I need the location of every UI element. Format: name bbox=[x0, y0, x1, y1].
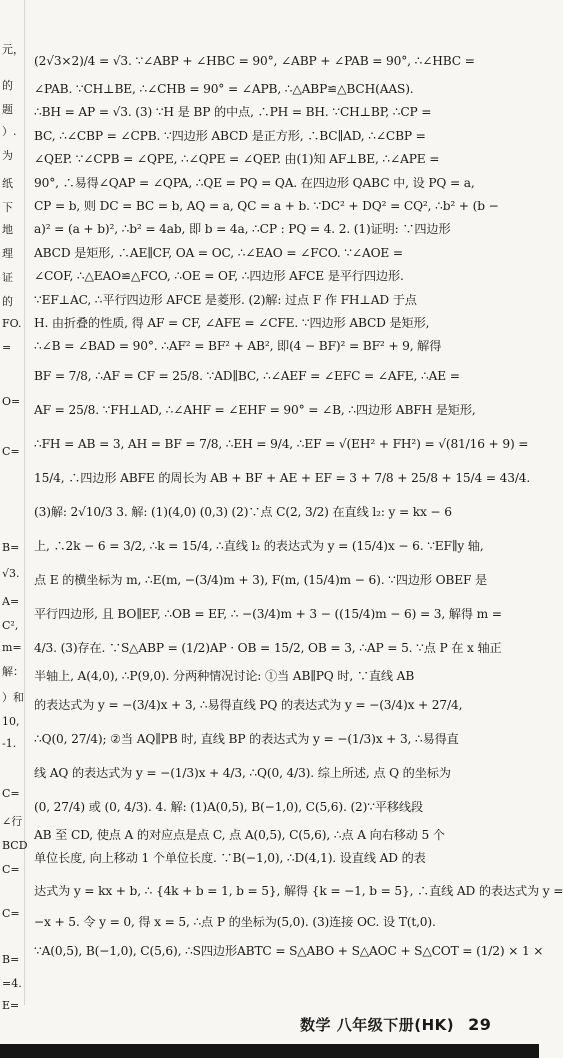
margin-fragment: E= bbox=[2, 999, 20, 1012]
margin-fragment: C= bbox=[2, 445, 20, 458]
margin-fragment: ）. bbox=[2, 125, 17, 138]
text-line: 达式为 y = kx + b, ∴ {4k + b = 1, b = 5}, 解得 {k = −1, b = 5}, ∴直线 AD 的表达式为 y = bbox=[34, 883, 563, 898]
text-line: AB 至 CD, 使点 A 的对应点是点 C, 点 A(0,5), C(5,6), ∴点 A 向右移动 5 个 bbox=[34, 828, 445, 843]
text-line: BC, ∴∠CBP = ∠CPB. ∵四边形 ABCD 是正方形, ∴BC∥AD, ∴∠CBP = bbox=[34, 128, 426, 143]
margin-fragment: BCD bbox=[2, 839, 28, 852]
text-line: 半轴上, A(4,0), ∴P(9,0). 分两种情况讨论: ①当 AB∥PQ 时, ∵直线 AB bbox=[34, 668, 415, 683]
margin-fragment: ∠行 bbox=[2, 815, 23, 828]
text-line: 点 E 的横坐标为 m, ∴E(m, −(3/4)m + 3), F(m, (15/4)m − 6). ∵四边形 OBEF 是 bbox=[34, 572, 488, 587]
margin-fragment: 题 bbox=[2, 103, 13, 116]
page-number: 29 bbox=[468, 1015, 492, 1034]
margin-fragment: 为 bbox=[2, 149, 13, 162]
margin-fragment: O= bbox=[2, 395, 21, 408]
text-line: 平行四边形, 且 BO∥EF, ∴OB = EF, ∴ −(3/4)m + 3 − ((15/4)m − 6) = 3, 解得 m = bbox=[34, 606, 502, 621]
margin-fragment: 理 bbox=[2, 247, 13, 260]
main-text-body bbox=[34, 44, 563, 968]
margin-fragment: = bbox=[2, 341, 12, 354]
text-line: (0, 27/4) 或 (0, 4/3). 4. 解: (1)A(0,5), B(−1,0), C(5,6). (2)∵平移线段 bbox=[34, 800, 424, 815]
text-line: ∠COF, ∴△EAO≌△FCO, ∴OE = OF, ∴四边形 AFCE 是平行四边形. bbox=[34, 269, 404, 284]
text-line: ABCD 是矩形, ∴AE∥CF, OA = OC, ∴∠EAO = ∠FCO. ∵∠AOE = bbox=[34, 245, 403, 260]
footer-label: 数学 八年级下册(HK) bbox=[300, 1016, 455, 1034]
text-line: (2√3×2)/4 = √3. ∵∠ABP + ∠HBC = 90°, ∠ABP + ∠PAB = 90°, ∴∠HBC = bbox=[34, 54, 475, 68]
text-line: a)² = (a + b)², ∴b² = 4ab, 即 b = 4a, ∴CP : PQ = 4. 2. (1)证明: ∵四边形 bbox=[34, 222, 451, 237]
margin-fragment: C², bbox=[2, 619, 19, 632]
text-line: ∴FH = AB = 3, AH = BF = 7/8, ∴EH = 9/4, ∴EF = √(EH² + FH²) = √(81/16 + 9) = bbox=[34, 436, 529, 451]
text-line: (3)解: 2√10/3 3. 解: (1)(4,0) (0,3) (2)∵点 C(2, 3/2) 在直线 l₂: y = kx − 6 bbox=[34, 504, 452, 519]
margin-fragment: √3. bbox=[2, 567, 20, 580]
text-line: ∠QEP. ∵∠CPB = ∠QPE, ∴∠QPE = ∠QEP. 由(1)知 AF⊥BE, ∴∠APE = bbox=[34, 152, 440, 167]
margin-fragment: C= bbox=[2, 863, 20, 876]
text-line: 4/3. (3)存在. ∵S△ABP = (1/2)AP · OB = 15/2, OB = 3, ∴AP = 5. ∵点 P 在 x 轴正 bbox=[34, 640, 502, 655]
margin-fragment: 10, bbox=[2, 715, 20, 728]
bottom-edge-bar bbox=[0, 1044, 539, 1058]
margin-fragment: =4. bbox=[2, 977, 22, 990]
margin-fragment: m= bbox=[2, 641, 22, 654]
text-line: H. 由折叠的性质, 得 AF = CF, ∠AFE = ∠CFE. ∵四边形 ABCD 是矩形, bbox=[34, 315, 430, 330]
text-line: ∠PAB. ∵CH⊥BE, ∴∠CHB = 90° = ∠APB, ∴△ABP≌△BCH(AAS). bbox=[34, 82, 414, 96]
left-margin-cropped-column bbox=[0, 0, 28, 1012]
text-line: 上, ∴2k − 6 = 3/2, ∴k = 15/4, ∴直线 l₂ 的表达式为 y = (15/4)x − 6. ∵EF∥y 轴, bbox=[34, 538, 484, 553]
text-line: ∴∠B = ∠BAD = 90°. ∴AF² = BF² + AB², 即(4 − BF)² = BF² + 9, 解得 bbox=[34, 339, 442, 354]
margin-fragment: C= bbox=[2, 907, 20, 920]
text-line: ∴BH = AP = √3. (3) ∵H 是 BP 的中点, ∴PH = BH. ∵CH⊥BP, ∴CP = bbox=[34, 105, 432, 120]
text-line: 15/4, ∴四边形 ABFE 的周长为 AB + BF + AE + EF = 3 + 7/8 + 25/8 + 15/4 = 43/4. bbox=[34, 470, 531, 485]
margin-fragment: 下 bbox=[2, 201, 13, 214]
margin-fragment: ）和 bbox=[2, 691, 24, 704]
text-line: 线 AQ 的表达式为 y = −(1/3)x + 4/3, ∴Q(0, 4/3). 综上所述, 点 Q 的坐标为 bbox=[34, 766, 451, 781]
margin-fragment: 纸 bbox=[2, 177, 13, 190]
text-line: ∵EF⊥AC, ∴平行四边形 AFCE 是菱形. (2)解: 过点 F 作 FH⊥AD 于点 bbox=[34, 292, 417, 307]
text-line: −x + 5. 令 y = 0, 得 x = 5, ∴点 P 的坐标为(5,0). (3)连接 OC. 设 T(t,0). bbox=[34, 914, 436, 929]
text-line: AF = 25/8. ∵FH⊥AD, ∴∠AHF = ∠EHF = 90° = ∠B, ∴四边形 ABFH 是矩形, bbox=[34, 402, 476, 417]
page-footer bbox=[300, 1014, 491, 1035]
margin-fragment: 解： bbox=[2, 665, 24, 678]
margin-fragment: 的 bbox=[2, 295, 13, 308]
margin-fragment: B= bbox=[2, 953, 20, 966]
margin-fragment: -1. bbox=[2, 737, 17, 750]
text-line: 90°, ∴易得∠QAP = ∠QPA, ∴QE = PQ = QA. 在四边形 QABC 中, 设 PQ = a, bbox=[34, 175, 475, 190]
margin-fragment: 的 bbox=[2, 79, 13, 92]
text-line: 的表达式为 y = −(3/4)x + 3, ∴易得直线 PQ 的表达式为 y = −(3/4)x + 27/4, bbox=[34, 698, 463, 713]
margin-fragment: A= bbox=[2, 595, 20, 608]
margin-fragment: B= bbox=[2, 541, 20, 554]
margin-fragment: FO. bbox=[2, 317, 22, 330]
margin-fragment: 元， bbox=[2, 43, 24, 56]
margin-fragment: 证 bbox=[2, 271, 13, 284]
text-line: 单位长度, 向上移动 1 个单位长度. ∵B(−1,0), ∴D(4,1). 设直线 AD 的表 bbox=[34, 851, 426, 866]
text-line: ∵A(0,5), B(−1,0), C(5,6), ∴S四边形ABTC = S△ABO + S△AOC + S△COT = (1/2) × 1 × bbox=[34, 944, 544, 959]
text-line: ∴Q(0, 27/4); ②当 AQ∥PB 时, 直线 BP 的表达式为 y = −(1/3)x + 3, ∴易得直 bbox=[34, 732, 459, 747]
text-line: BF = 7/8, ∴AF = CF = 25/8. ∵AD∥BC, ∴∠AEF = ∠EFC = ∠AFE, ∴AE = bbox=[34, 368, 460, 383]
margin-fragment: C= bbox=[2, 787, 20, 800]
text-line: CP = b, 则 DC = BC = b, AQ = a, QC = a + b. ∵DC² + DQ² = CQ², ∴b² + (b − bbox=[34, 198, 499, 213]
margin-fragment: 地 bbox=[2, 223, 13, 236]
